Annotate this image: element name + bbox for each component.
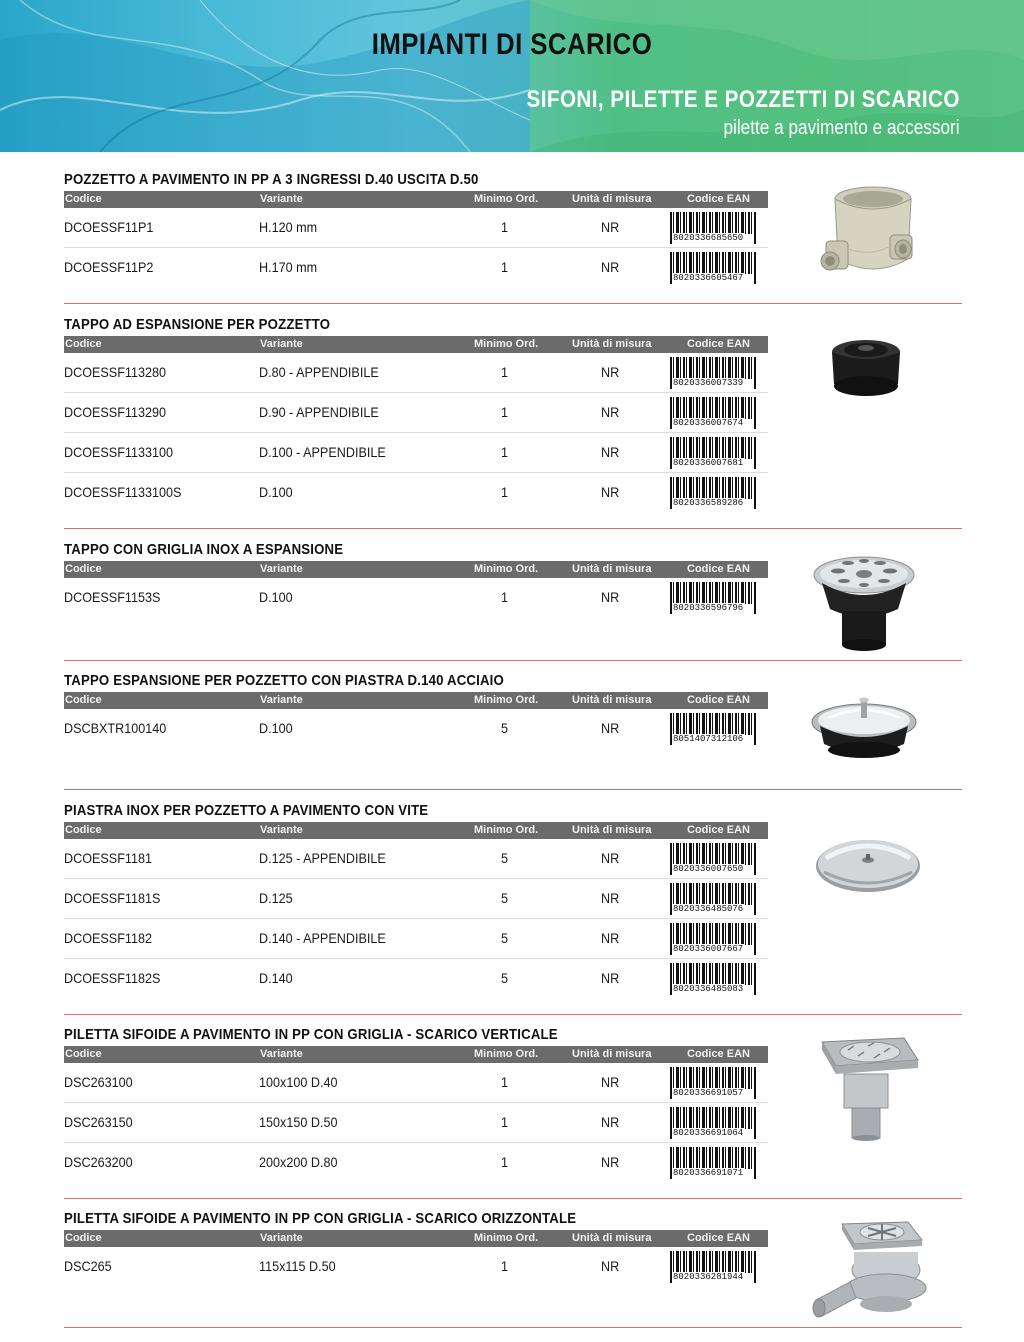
table-row bbox=[64, 353, 768, 393]
page-title: IMPIANTI DI SCARICO bbox=[371, 28, 653, 61]
ean-number: 8051407312106 bbox=[673, 734, 744, 744]
ean-barcode bbox=[670, 1251, 756, 1283]
section-title: POZZETTO A PAVIMENTO IN PP A 3 INGRESSI D.40 USCITA D.50 bbox=[64, 171, 479, 188]
table-row bbox=[64, 433, 768, 473]
barcode-guard-right bbox=[754, 397, 756, 429]
unit-of-measure: NR bbox=[601, 444, 620, 460]
product-variant: 115x115 D.50 bbox=[259, 1258, 336, 1274]
barcode-guard-right bbox=[754, 477, 756, 509]
header-variant: Variante bbox=[260, 563, 303, 575]
header-unit: Unità di misura bbox=[572, 694, 652, 706]
unit-of-measure: NR bbox=[601, 1074, 620, 1090]
floor-sump-icon bbox=[808, 179, 938, 289]
product-variant: 200x200 D.80 bbox=[259, 1154, 338, 1170]
unit-of-measure: NR bbox=[601, 720, 620, 736]
barcode-bars bbox=[670, 212, 756, 234]
header-min-order: Minimo Ord. bbox=[474, 694, 539, 706]
section-title: TAPPO AD ESPANSIONE PER POZZETTO bbox=[64, 316, 331, 333]
product-code: DCOESSF1153S bbox=[64, 589, 161, 605]
header-min-order: Minimo Ord. bbox=[474, 1048, 539, 1060]
table-row bbox=[64, 1143, 768, 1183]
unit-of-measure: NR bbox=[601, 364, 620, 380]
grid-plug-icon bbox=[808, 549, 928, 653]
header-code: Codice bbox=[65, 1232, 102, 1244]
unit-of-measure: NR bbox=[601, 589, 620, 605]
ean-barcode bbox=[670, 437, 756, 469]
header-ean: Codice EAN bbox=[687, 1232, 750, 1244]
barcode-guard-right bbox=[754, 1251, 756, 1283]
header-ean: Codice EAN bbox=[687, 824, 750, 836]
ean-number: 8020336007674 bbox=[673, 418, 744, 428]
product-section bbox=[64, 802, 962, 1015]
product-variant: D.90 - APPENDIBILE bbox=[259, 404, 379, 420]
product-code: DCOESSF1181 bbox=[64, 850, 153, 866]
header-code: Codice bbox=[65, 824, 102, 836]
min-order: 1 bbox=[501, 1258, 509, 1274]
header-min-order: Minimo Ord. bbox=[474, 1232, 539, 1244]
header-code: Codice bbox=[65, 193, 102, 205]
page-subtitle-secondary: pilette a pavimento e accessori bbox=[723, 117, 960, 139]
ean-number: 8020336605467 bbox=[673, 273, 744, 283]
table-header bbox=[64, 1230, 768, 1247]
unit-of-measure: NR bbox=[601, 1154, 620, 1170]
product-code: DCOESSF1181S bbox=[64, 890, 161, 906]
horizontal-drain-icon bbox=[808, 1216, 938, 1328]
header-code: Codice bbox=[65, 338, 102, 350]
barcode-bars bbox=[670, 923, 756, 945]
header-variant: Variante bbox=[260, 338, 303, 350]
product-code: DCOESSF1133100 bbox=[64, 444, 174, 460]
product-code: DCOESSF11P1 bbox=[64, 219, 154, 235]
section-title: TAPPO CON GRIGLIA INOX A ESPANSIONE bbox=[64, 541, 344, 558]
table-header bbox=[64, 336, 768, 353]
product-code: DCOESSF1182S bbox=[64, 970, 161, 986]
header-code: Codice bbox=[65, 1048, 102, 1060]
min-order: 5 bbox=[501, 970, 509, 986]
unit-of-measure: NR bbox=[601, 930, 620, 946]
product-section bbox=[64, 541, 962, 661]
barcode-bars bbox=[670, 477, 756, 499]
header-ean: Codice EAN bbox=[687, 1048, 750, 1060]
header-variant: Variante bbox=[260, 193, 303, 205]
ean-barcode bbox=[670, 582, 756, 614]
vertical-drain-icon bbox=[808, 1030, 928, 1142]
min-order: 1 bbox=[501, 444, 509, 460]
ean-number: 8020336691071 bbox=[673, 1168, 744, 1178]
header-min-order: Minimo Ord. bbox=[474, 193, 539, 205]
product-code: DCOESSF113280 bbox=[64, 364, 167, 380]
section-title: TAPPO ESPANSIONE PER POZZETTO CON PIASTRA D.140 ACCIAIO bbox=[64, 672, 504, 689]
barcode-guard-right bbox=[754, 437, 756, 469]
header-unit: Unità di misura bbox=[572, 1232, 652, 1244]
min-order: 5 bbox=[501, 890, 509, 906]
barcode-guard-right bbox=[754, 843, 756, 875]
product-code: DSC263150 bbox=[64, 1114, 133, 1130]
unit-of-measure: NR bbox=[601, 1258, 620, 1274]
table-row bbox=[64, 919, 768, 959]
product-code: DSC265 bbox=[64, 1258, 112, 1274]
header-variant: Variante bbox=[260, 824, 303, 836]
page-subtitle: SIFONI, PILETTE E POZZETTI DI SCARICO bbox=[526, 86, 960, 113]
barcode-guard-right bbox=[754, 1147, 756, 1179]
table-header bbox=[64, 1046, 768, 1063]
header-min-order: Minimo Ord. bbox=[474, 563, 539, 575]
product-variant: D.100 - APPENDIBILE bbox=[259, 444, 386, 460]
ean-barcode bbox=[670, 1147, 756, 1179]
table-header bbox=[64, 692, 768, 709]
ean-barcode bbox=[670, 397, 756, 429]
table-row bbox=[64, 1247, 768, 1287]
table-header bbox=[64, 561, 768, 578]
barcode-bars bbox=[670, 1147, 756, 1169]
product-variant: D.100 bbox=[259, 484, 293, 500]
header-variant: Variante bbox=[260, 1048, 303, 1060]
barcode-bars bbox=[670, 582, 756, 604]
product-variant: D.100 bbox=[259, 720, 293, 736]
barcode-guard-right bbox=[754, 212, 756, 244]
table-row bbox=[64, 709, 768, 749]
product-variant: D.125 - APPENDIBILE bbox=[259, 850, 386, 866]
product-code: DCOESSF113290 bbox=[64, 404, 167, 420]
min-order: 5 bbox=[501, 930, 509, 946]
ean-number: 8020336281944 bbox=[673, 1272, 744, 1282]
product-code: DCOESSF1182 bbox=[64, 930, 153, 946]
ean-number: 8020336007650 bbox=[673, 864, 744, 874]
expansion-plug-icon bbox=[818, 330, 918, 410]
ean-number: 8020336596796 bbox=[673, 603, 744, 613]
ean-number: 8020336485083 bbox=[673, 984, 744, 994]
product-section bbox=[64, 171, 962, 304]
ean-barcode bbox=[670, 1067, 756, 1099]
barcode-guard-right bbox=[754, 1107, 756, 1139]
barcode-bars bbox=[670, 357, 756, 379]
barcode-bars bbox=[670, 437, 756, 459]
ean-barcode bbox=[670, 477, 756, 509]
header-ean: Codice EAN bbox=[687, 338, 750, 350]
product-section bbox=[64, 1210, 962, 1328]
product-code: DSC263100 bbox=[64, 1074, 133, 1090]
product-variant: D.80 - APPENDIBILE bbox=[259, 364, 379, 380]
header-code: Codice bbox=[65, 563, 102, 575]
product-variant: D.125 bbox=[259, 890, 293, 906]
ean-number: 8020336691064 bbox=[673, 1128, 744, 1138]
product-variant: D.140 - APPENDIBILE bbox=[259, 930, 386, 946]
unit-of-measure: NR bbox=[601, 850, 620, 866]
barcode-guard-right bbox=[754, 582, 756, 614]
unit-of-measure: NR bbox=[601, 219, 620, 235]
min-order: 1 bbox=[501, 1114, 509, 1130]
barcode-guard-right bbox=[754, 883, 756, 915]
barcode-guard-right bbox=[754, 357, 756, 389]
table-row bbox=[64, 879, 768, 919]
header-ean: Codice EAN bbox=[687, 563, 750, 575]
unit-of-measure: NR bbox=[601, 1114, 620, 1130]
min-order: 1 bbox=[501, 484, 509, 500]
min-order: 5 bbox=[501, 850, 509, 866]
ean-barcode bbox=[670, 357, 756, 389]
barcode-guard-right bbox=[754, 252, 756, 284]
ean-number: 8020336007667 bbox=[673, 944, 744, 954]
ean-barcode bbox=[670, 923, 756, 955]
barcode-bars bbox=[670, 1067, 756, 1089]
header-unit: Unità di misura bbox=[572, 563, 652, 575]
barcode-bars bbox=[670, 963, 756, 985]
barcode-guard-right bbox=[754, 923, 756, 955]
ean-barcode bbox=[670, 252, 756, 284]
table-row bbox=[64, 208, 768, 248]
min-order: 1 bbox=[501, 1154, 509, 1170]
barcode-bars bbox=[670, 843, 756, 865]
product-code: DCOESSF1133100S bbox=[64, 484, 182, 500]
table-row bbox=[64, 1103, 768, 1143]
unit-of-measure: NR bbox=[601, 890, 620, 906]
product-variant: H.170 mm bbox=[259, 259, 318, 275]
ean-number: 8020336589286 bbox=[673, 498, 744, 508]
ean-barcode bbox=[670, 1107, 756, 1139]
product-code: DSCBXTR100140 bbox=[64, 720, 167, 736]
unit-of-measure: NR bbox=[601, 259, 620, 275]
barcode-guard-right bbox=[754, 963, 756, 995]
min-order: 5 bbox=[501, 720, 509, 736]
product-variant: 150x150 D.50 bbox=[259, 1114, 338, 1130]
barcode-bars bbox=[670, 883, 756, 905]
table-row bbox=[64, 393, 768, 433]
inox-plate-icon bbox=[808, 828, 928, 898]
header-code: Codice bbox=[65, 694, 102, 706]
unit-of-measure: NR bbox=[601, 404, 620, 420]
steel-plate-plug-icon bbox=[808, 692, 928, 772]
header-variant: Variante bbox=[260, 1232, 303, 1244]
barcode-bars bbox=[670, 1107, 756, 1129]
table-row bbox=[64, 473, 768, 513]
header-ean: Codice EAN bbox=[687, 694, 750, 706]
ean-barcode bbox=[670, 212, 756, 244]
table-row bbox=[64, 959, 768, 999]
min-order: 1 bbox=[501, 219, 509, 235]
table-row bbox=[64, 1063, 768, 1103]
product-code: DCOESSF11P2 bbox=[64, 259, 154, 275]
header-ean: Codice EAN bbox=[687, 193, 750, 205]
section-title: PILETTA SIFOIDE A PAVIMENTO IN PP CON GRIGLIA - SCARICO VERTICALE bbox=[64, 1026, 558, 1043]
table-row bbox=[64, 578, 768, 618]
header-unit: Unità di misura bbox=[572, 824, 652, 836]
product-variant: D.140 bbox=[259, 970, 293, 986]
barcode-guard-right bbox=[754, 1067, 756, 1099]
section-title: PILETTA SIFOIDE A PAVIMENTO IN PP CON GRIGLIA - SCARICO ORIZZONTALE bbox=[64, 1210, 577, 1227]
ean-number: 8020336691057 bbox=[673, 1088, 744, 1098]
unit-of-measure: NR bbox=[601, 970, 620, 986]
min-order: 1 bbox=[501, 259, 509, 275]
ean-barcode bbox=[670, 843, 756, 875]
header-min-order: Minimo Ord. bbox=[474, 338, 539, 350]
product-section bbox=[64, 672, 962, 790]
product-code: DSC263200 bbox=[64, 1154, 133, 1170]
min-order: 1 bbox=[501, 589, 509, 605]
min-order: 1 bbox=[501, 404, 509, 420]
product-variant: D.100 bbox=[259, 589, 293, 605]
table-row bbox=[64, 839, 768, 879]
barcode-bars bbox=[670, 713, 756, 735]
ean-barcode bbox=[670, 883, 756, 915]
barcode-bars bbox=[670, 397, 756, 419]
table-row bbox=[64, 248, 768, 288]
ean-barcode bbox=[670, 963, 756, 995]
barcode-guard-right bbox=[754, 713, 756, 745]
header-min-order: Minimo Ord. bbox=[474, 824, 539, 836]
product-section bbox=[64, 1026, 962, 1199]
header-variant: Variante bbox=[260, 694, 303, 706]
unit-of-measure: NR bbox=[601, 484, 620, 500]
table-header bbox=[64, 822, 768, 839]
min-order: 1 bbox=[501, 1074, 509, 1090]
product-section bbox=[64, 316, 962, 529]
ean-barcode bbox=[670, 713, 756, 745]
ean-number: 8020336685650 bbox=[673, 233, 744, 243]
header-unit: Unità di misura bbox=[572, 1048, 652, 1060]
section-title: PIASTRA INOX PER POZZETTO A PAVIMENTO CON VITE bbox=[64, 802, 429, 819]
ean-number: 8020336007339 bbox=[673, 378, 744, 388]
barcode-bars bbox=[670, 252, 756, 274]
product-variant: H.120 mm bbox=[259, 219, 318, 235]
barcode-bars bbox=[670, 1251, 756, 1273]
table-header bbox=[64, 191, 768, 208]
product-variant: 100x100 D.40 bbox=[259, 1074, 338, 1090]
page-header bbox=[0, 0, 1024, 152]
header-unit: Unità di misura bbox=[572, 193, 652, 205]
ean-number: 8020336007681 bbox=[673, 458, 744, 468]
ean-number: 8020336485076 bbox=[673, 904, 744, 914]
min-order: 1 bbox=[501, 364, 509, 380]
header-unit: Unità di misura bbox=[572, 338, 652, 350]
